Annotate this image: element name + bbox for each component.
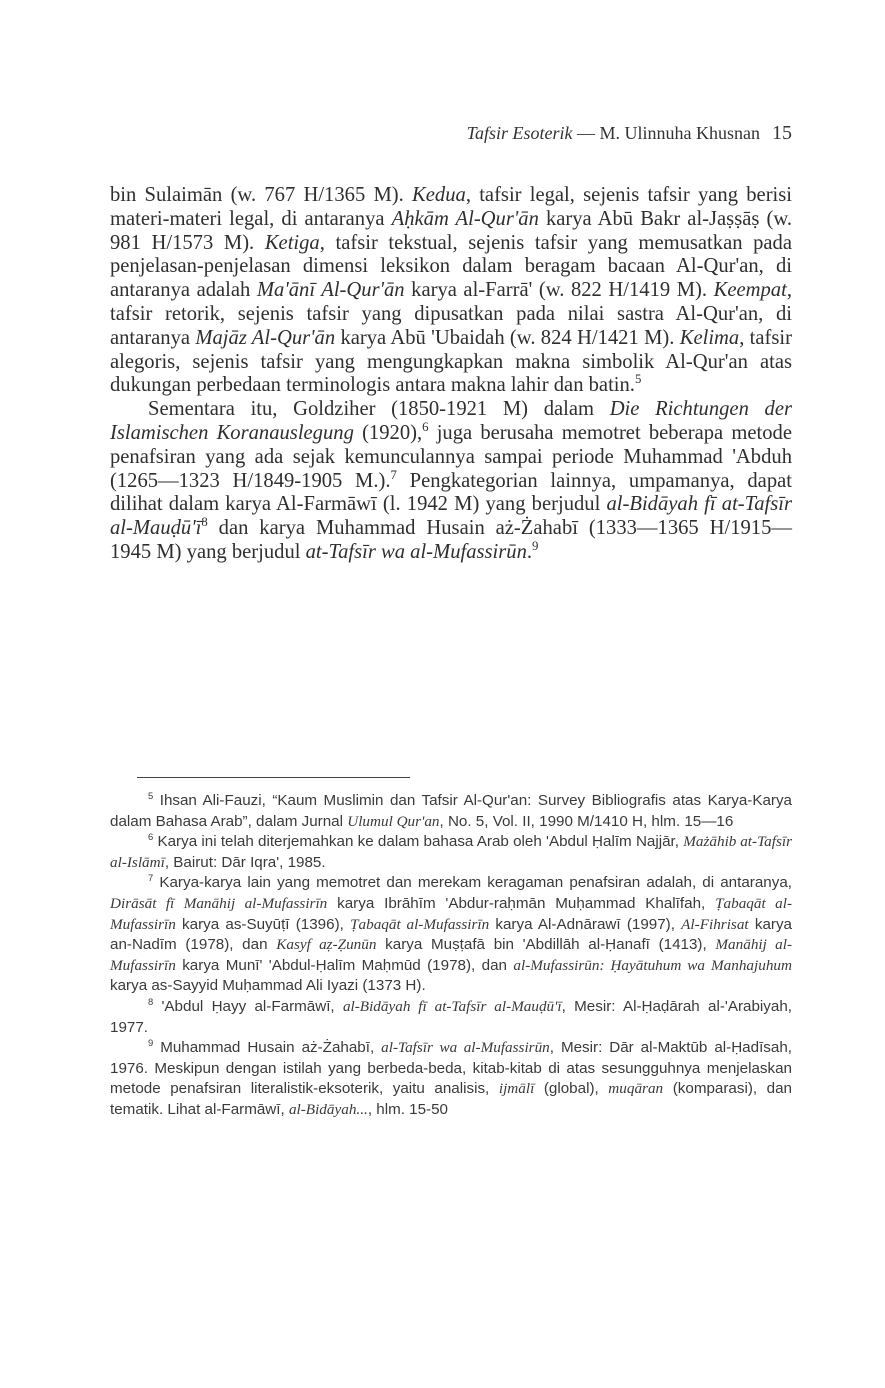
- text-run: dan karya Muhammad Husain aż-Żahabī (1333—1365 H/1915—1945 M) yang berjudul: [110, 517, 792, 563]
- source-title: Al-Fihrisat: [681, 915, 749, 933]
- footnote-6: [110, 832, 792, 873]
- text-run: , Mesir: Al-Ḥaḍārah al-'Arabiyah, 1977.: [110, 997, 792, 1036]
- paragraph-1: [110, 184, 792, 398]
- footnotes: [110, 791, 792, 1121]
- text-run: karya as-Sayyid Muḥammad Ali Iyazi (1373 H).: [110, 977, 426, 995]
- source-title: al-Tafsīr wa al-Mufassirūn: [381, 1039, 550, 1057]
- source-title: Ṭabaqāt al-Mufassirīn: [110, 894, 793, 933]
- main-text: [110, 184, 792, 565]
- italic-term: muqāran: [608, 1080, 664, 1098]
- running-header-separator: —: [572, 123, 600, 143]
- text-run: karya as-Suyūṭī (1396),: [175, 915, 351, 933]
- source-title: al-Mufassirūn: Ḥayātuhum wa Manhajuhum: [513, 956, 792, 974]
- footnote-8: [110, 997, 792, 1038]
- italic-term: ijmālī: [498, 1080, 535, 1098]
- text-run: karya Muṣṭafā bin 'Abdillāh al-Ḥanafī (1413),: [376, 936, 716, 954]
- text-run: karya Ibrāhīm 'Abdur-raḥmān Muḥammad Khalīfah,: [327, 894, 716, 912]
- text-run: (global),: [534, 1080, 609, 1098]
- book-title: Aḥkām Al-Qur'ān: [391, 207, 539, 230]
- text-run: , Bairut: Dār Iqra', 1985.: [164, 853, 326, 871]
- text-run: .: [526, 540, 533, 563]
- text-run: karya Munī' 'Abdul-Ḥalīm Maḥmūd (1978), dan: [175, 956, 514, 974]
- footnote-number: 7: [148, 872, 154, 884]
- footnote-number: 6: [148, 831, 154, 843]
- book-title: Majāz Al-Qur'ān: [195, 326, 336, 349]
- source-title: Mażāhib at-Tafsīr al-Islāmī: [110, 833, 792, 871]
- text-run: Ihsan Ali-Fauzi, “Kaum Muslimin dan Tafsir Al-Qur'an: Survey Bibliografis atas Karya-Karya dalam Bahasa Arab”, dalam Jurnal: [110, 792, 792, 830]
- text-run: Karya ini telah diterjemahkan ke dalam bahasa Arab oleh 'Abdul Ḥalīm Najjār,: [153, 833, 684, 851]
- source-title: al-Bidāyah...: [288, 1100, 368, 1118]
- text-run: Pengkategorian lainnya, umpamanya, dapat dilihat dalam karya Al-Farmāwī (l. 1942 M) yang berjudul: [110, 469, 792, 516]
- source-title: Kasyf aẓ-Ẓunūn: [276, 936, 377, 954]
- text-run: , tafsir legal, sejenis tafsir yang berisi materi-materi legal, di antaranya: [110, 184, 793, 230]
- footnote-ref[interactable]: 7: [390, 467, 397, 482]
- running-header-title: Tafsir Esoterik: [466, 123, 573, 143]
- footnote-number: 8: [148, 995, 154, 1007]
- text-run: 'Abdul Ḥayy al-Farmāwī,: [153, 997, 343, 1015]
- text-run: (komparasi), dan tematik. Lihat al-Farmāwī,: [110, 1080, 793, 1118]
- text-run: , Mesir: Dār al-Maktūb al-Ḥadīsah, 1976. Meskipun dengan istilah yang berbeda-beda, kitab-kitab di atas sesungguhnya menjelaskan metode penafsiran literalistik-eksoterik, yaitu analisis,: [110, 1039, 792, 1098]
- running-header-author: M. Ulinnuha Khusnan: [599, 123, 760, 143]
- text-run: karya Al-Adnārawī (1997),: [489, 915, 682, 933]
- footnote-ref[interactable]: 6: [422, 420, 429, 435]
- book-title: at-Tafsīr wa al-Mufassirūn: [305, 540, 527, 563]
- text-run: Muhammad Husain aż-Żahabī,: [153, 1039, 382, 1057]
- text-run: karya an-Nadīm (1978), dan: [110, 915, 792, 954]
- book-title: Ma'ānī Al-Qur'ān: [256, 279, 405, 302]
- italic-term: Kelima: [679, 326, 740, 349]
- text-run: bin Sulaimān (w. 767 H/1365 M).: [110, 184, 413, 206]
- footnote-divider: [137, 777, 410, 778]
- source-title: Dirāsāt fī Manāhij al-Mufassirīn: [110, 894, 328, 912]
- source-title: Manāhij al-Mufassirīn: [110, 936, 793, 974]
- text-run: karya Abū Bakr al-Jaṣṣāṣ (w. 981 H/1573 M).: [110, 207, 792, 254]
- text-run: karya al-Farrā' (w. 822 H/1419 M).: [404, 279, 714, 302]
- text-run: , No. 5, Vol. II, 1990 M/1410 H, hlm. 15—16: [439, 812, 734, 830]
- source-title: Ṭabaqāt al-Mufassirīn: [350, 915, 490, 933]
- paragraph-2: [110, 398, 792, 565]
- text-run: , hlm. 15-50: [367, 1100, 449, 1118]
- italic-term: Ketiga: [264, 231, 320, 254]
- italic-term: Kedua: [412, 184, 466, 206]
- running-header: [110, 122, 792, 145]
- footnote-number: 9: [148, 1037, 154, 1049]
- italic-term: Keempat: [713, 279, 787, 302]
- book-title: Die Richtungen der Islamischen Koranauslegung: [110, 398, 792, 444]
- text-run: juga berusaha memotret beberapa metode penafsiran yang ada sejak kemunculannya sampai periode Muhammad 'Abduh (1265—1323 H/1849-1905 M.).: [110, 421, 792, 492]
- footnote-7: [110, 873, 792, 997]
- footnote-ref[interactable]: 9: [532, 539, 539, 554]
- footnote-number: 5: [148, 789, 154, 801]
- text-run: karya Abū 'Ubaidah (w. 824 H/1421 M).: [335, 326, 680, 349]
- text-run: (1920),: [353, 421, 423, 444]
- text-run: , tafsir tekstual, sejenis tafsir yang memusatkan pada penjelasan-penjelasan dimensi leksikon dalam beragam bacaan Al-Qur'an, di antaranya adalah: [110, 231, 792, 302]
- text-run: Sementara itu, Goldziher (1850-1921 M) dalam: [148, 398, 610, 421]
- page-number: 15: [772, 122, 792, 144]
- text-run: , tafsir retorik, sejenis tafsir yang dipusatkan pada nilai sastra Al-Qur'an, di antaranya: [110, 279, 792, 349]
- text-run: , tafsir alegoris, sejenis tafsir yang mengungkapkan makna simbolik Al-Qur'an atas dukungan perbedaan terminologis antara makna lahir dan batin.: [110, 326, 792, 397]
- text-run: Karya-karya lain yang memotret dan merekam keragaman penafsiran adalah, di antaranya,: [153, 874, 792, 892]
- footnote-9: [110, 1038, 792, 1120]
- source-title: al-Bidāyah fī at-Tafsīr al-Mauḍū'ī: [342, 997, 562, 1015]
- source-title: Ulumul Qur'an: [347, 812, 440, 830]
- footnote-ref[interactable]: 5: [634, 372, 642, 387]
- footnote-5: [110, 791, 792, 832]
- book-title: al-Bidāyah fī at-Tafsīr al-Mauḍū'ī: [110, 493, 793, 540]
- footnote-ref[interactable]: 8: [201, 515, 208, 530]
